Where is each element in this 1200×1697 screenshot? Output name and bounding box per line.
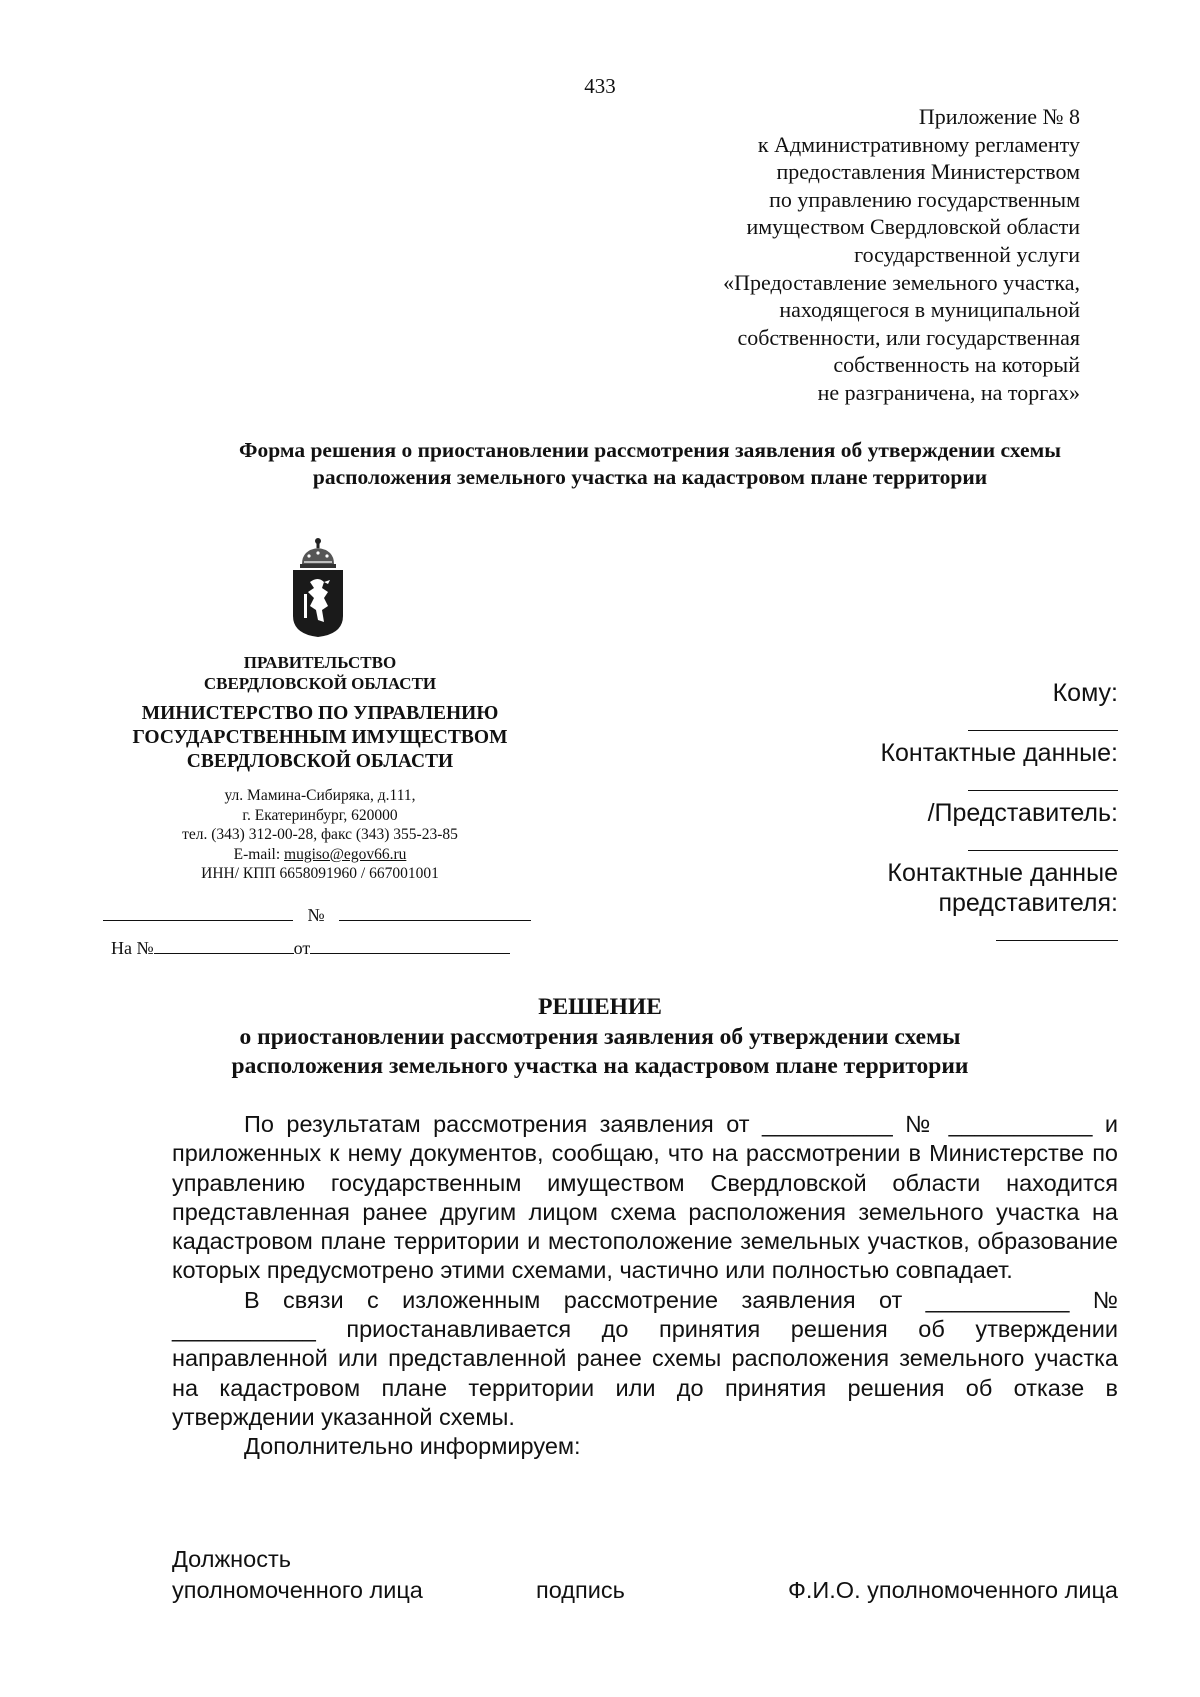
date-blank bbox=[103, 905, 293, 921]
representative-contacts-blank bbox=[996, 936, 1118, 941]
number-sign: № bbox=[307, 905, 325, 925]
number-blank bbox=[339, 905, 531, 921]
representative-contacts-label: Контактные данные bbox=[887, 859, 1118, 887]
signature-label: подпись bbox=[536, 1577, 625, 1603]
representative-blank bbox=[968, 846, 1118, 851]
sender-organization bbox=[100, 652, 540, 884]
signatory-position-line: уполномоченного лица bbox=[172, 1577, 423, 1603]
decision-subtitle-line: о приостановлении рассмотрения заявления об утверждении схемы bbox=[239, 1023, 961, 1050]
body-paragraph: Дополнительно информируем: bbox=[244, 1433, 581, 1460]
government-name bbox=[100, 652, 540, 694]
recipient-to-label: Кому: bbox=[1052, 679, 1118, 707]
representative-label: /Представитель: bbox=[927, 799, 1118, 827]
appendix-line: государственной услуги bbox=[854, 241, 1080, 267]
ministry-address bbox=[100, 786, 540, 884]
signatory-position bbox=[172, 1544, 423, 1606]
appendix-header bbox=[560, 103, 1080, 407]
email-link[interactable]: mugiso@egov66.ru bbox=[284, 845, 407, 863]
ministry-name bbox=[100, 702, 540, 774]
ref-prefix: На № bbox=[111, 938, 154, 958]
recipient-block bbox=[698, 678, 1118, 948]
ministry-name-line: ГОСУДАРСТВЕННЫМ ИМУЩЕСТВОМ bbox=[132, 727, 508, 748]
ref-date-blank bbox=[310, 938, 510, 954]
form-title bbox=[170, 437, 1130, 491]
coat-of-arms-icon bbox=[288, 536, 348, 638]
appendix-line: находящегося в муниципальной bbox=[779, 297, 1080, 323]
body-paragraph: По результатам рассмотрения заявления от __________ № ___________ и приложенных к нему документов, сообщаю, что на рассмотрении в Министерстве по управлению государственным имуществом Свердловской области находится представленная ранее другим лицом схема расположения земельного участка на кадастровом плане территории и местоположение земельных участков, образование которых предусмотрено этими схемами, частично или полностью совпадает. bbox=[172, 1111, 1118, 1284]
ref-from: от bbox=[293, 938, 311, 958]
ministry-name-line: СВЕРДЛОВСКОЙ ОБЛАСТИ bbox=[186, 751, 454, 772]
recipient-name-blank bbox=[968, 726, 1118, 731]
decision-subtitle-line: расположения земельного участка на кадастровом плане территории bbox=[231, 1053, 969, 1079]
address-inn: ИНН/ КПП 6658091960 / 667001001 bbox=[201, 865, 439, 882]
decision-body bbox=[172, 1110, 1118, 1462]
appendix-line: предоставления Министерством bbox=[776, 159, 1080, 185]
page-number: 433 bbox=[584, 74, 616, 98]
appendix-line: не разграничена, на торгах» bbox=[817, 379, 1080, 405]
form-title-line: расположения земельного участка на кадастровом плане территории bbox=[312, 465, 988, 489]
recipient-contacts-label: Контактные данные: bbox=[880, 739, 1118, 767]
address-email bbox=[100, 845, 540, 865]
signatory-name-label: Ф.И.О. уполномоченного лица bbox=[787, 1577, 1118, 1603]
ref-number-blank bbox=[154, 938, 294, 954]
body-paragraph: В связи с изложенным рассмотрение заявления от ___________ № ___________ приостанавливается до принятия решения об утверждении направленной или представленной ранее схемы расположения земельного участка на кадастровом плане территории или до принятия решения об отказе в утверждении указанной схемы. bbox=[172, 1286, 1118, 1430]
representative-contacts-label: представителя: bbox=[938, 889, 1118, 917]
government-name-line: СВЕРДЛОВСКОЙ ОБЛАСТИ bbox=[203, 674, 437, 693]
appendix-line: имуществом Свердловской области bbox=[746, 214, 1080, 240]
signatory-position-line: Должность bbox=[172, 1546, 291, 1572]
email-label: E-mail: bbox=[233, 845, 285, 863]
form-title-line: Форма решения о приостановлении рассмотрения заявления об утверждении схемы bbox=[239, 438, 1061, 462]
address-street: ул. Мамина-Сибиряка, д.111, bbox=[224, 787, 416, 804]
appendix-line: Приложение № 8 bbox=[918, 104, 1080, 129]
address-phone: тел. (343) 312-00-28, факс (343) 355-23-85 bbox=[182, 826, 458, 843]
outgoing-number-line bbox=[103, 905, 531, 926]
reference-number-line bbox=[111, 938, 510, 959]
decision-title bbox=[150, 993, 1050, 1082]
appendix-line: к Административному регламенту bbox=[757, 131, 1080, 157]
decision-heading: РЕШЕНИЕ bbox=[538, 994, 662, 1020]
recipient-contacts-blank bbox=[968, 786, 1118, 791]
appendix-line: собственность на который bbox=[833, 352, 1080, 378]
appendix-line: по управлению государственным bbox=[769, 186, 1080, 212]
appendix-line: «Предоставление земельного участка, bbox=[723, 269, 1080, 295]
appendix-line: собственности, или государственная bbox=[737, 324, 1080, 350]
ministry-name-line: МИНИСТЕРСТВО ПО УПРАВЛЕНИЮ bbox=[141, 703, 499, 724]
government-name-line: ПРАВИТЕЛЬСТВО bbox=[243, 653, 397, 672]
address-city: г. Екатеринбург, 620000 bbox=[242, 806, 398, 824]
